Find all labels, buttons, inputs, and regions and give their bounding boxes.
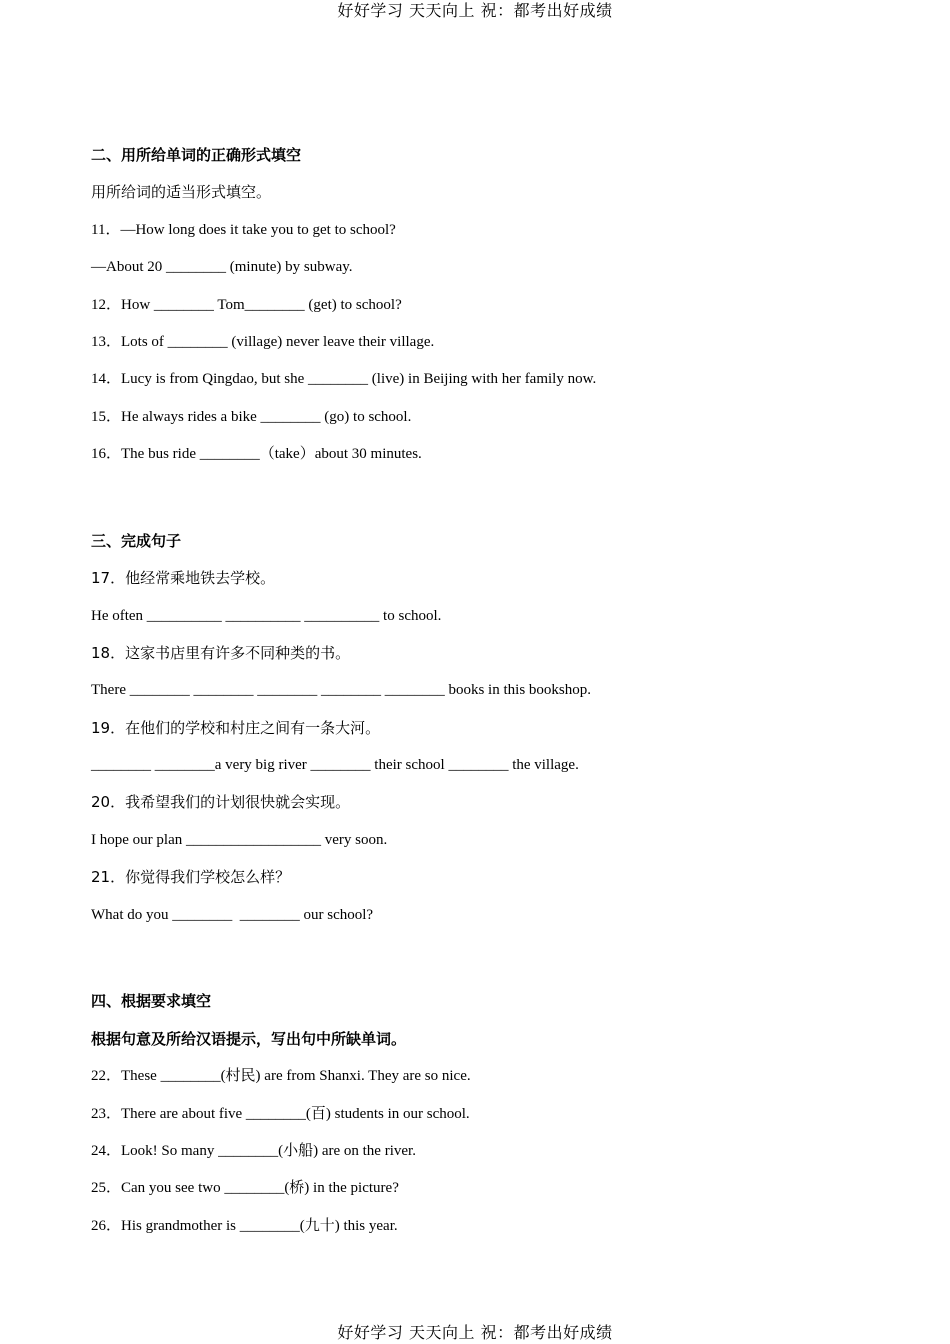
question-11-answer-line: —About 20 ________ (minute) by subway.: [91, 259, 353, 275]
question-20: 20．我希望我们的计划很快就会实现。: [91, 793, 351, 811]
question-23: 23．There are about five ________(百) students in our school.: [91, 1106, 470, 1122]
page-footer: 好好学习 天天向上 祝：都考出好成绩: [337, 1323, 613, 1342]
question-16: 16．The bus ride ________（take）about 30 minutes.: [91, 446, 422, 462]
question-20-answer-line: I hope our plan __________________ very soon.: [91, 832, 388, 848]
question-21: 21．你觉得我们学校怎么样？: [91, 868, 291, 886]
question-25: 25．Can you see two ________(桥) in the picture?: [91, 1180, 399, 1196]
section-4-title: 四、根据要求填空: [91, 992, 212, 1010]
question-11: 11．—How long does it take you to get to school?: [91, 222, 396, 238]
page-header: 好好学习 天天向上 祝：都考出好成绩: [337, 1, 613, 20]
question-17-answer-line: He often __________ __________ __________ to school.: [91, 608, 442, 624]
question-18-answer-line: There ________ ________ ________ ________ ________ books in this bookshop.: [91, 682, 591, 698]
question-19-answer-line: ________ ________a very big river ________ their school ________ the village.: [91, 757, 579, 773]
question-24: 24．Look! So many ________(小船) are on the river.: [91, 1143, 416, 1159]
question-13: 13．Lots of ________ (village) never leave their village.: [91, 334, 435, 350]
question-26: 26．His grandmother is ________(九十) this year.: [91, 1218, 398, 1234]
question-12: 12．How ________ Tom________ (get) to school?: [91, 297, 402, 313]
question-18: 18．这家书店里有许多不同种类的书。: [91, 644, 351, 662]
section-3-title: 三、完成句子: [91, 532, 182, 550]
section-2-title: 二、用所给单词的正确形式填空: [91, 146, 302, 164]
question-17: 17．他经常乘地铁去学校。: [91, 569, 276, 587]
question-21-answer-line: What do you ________ ________ our school?: [91, 907, 374, 923]
question-14: 14．Lucy is from Qingdao, but she ________ (live) in Beijing with her family now.: [91, 371, 597, 387]
section-2-instruction: 用所给词的适当形式填空。: [91, 183, 272, 201]
section-4-instruction: 根据句意及所给汉语提示，写出句中所缺单词。: [91, 1030, 407, 1048]
question-15: 15．He always rides a bike ________ (go) to school.: [91, 409, 412, 425]
question-22: 22．These ________(村民) are from Shanxi. They are so nice.: [91, 1068, 471, 1084]
question-19: 19．在他们的学校和村庄之间有一条大河。: [91, 719, 381, 737]
